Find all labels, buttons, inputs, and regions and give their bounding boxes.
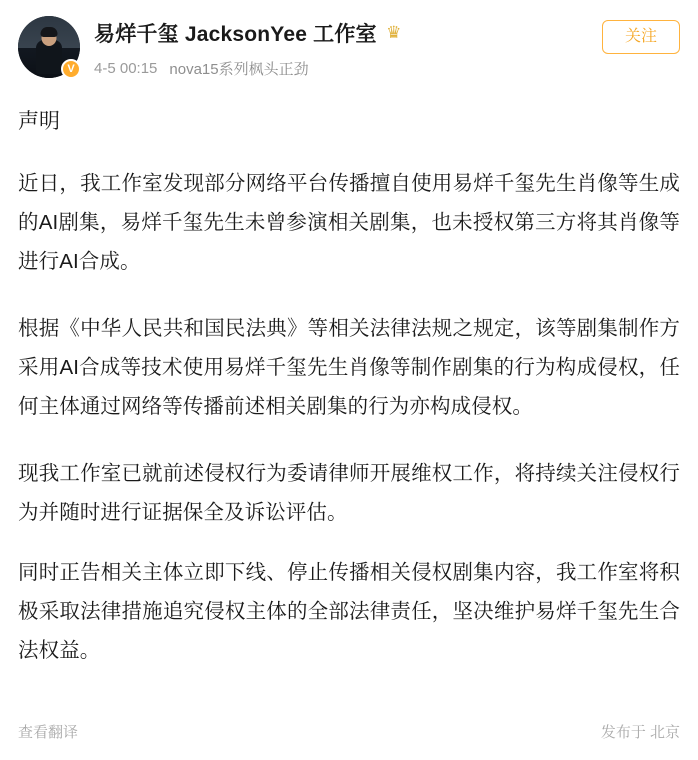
post-content: [0, 107, 698, 670]
view-translation-link[interactable]: 查看翻译: [18, 723, 79, 741]
author-info: [80, 14, 602, 79]
post-title: 声明: [18, 110, 60, 133]
post-source[interactable]: nova15系列枫头正劲: [169, 61, 309, 78]
post-paragraph-2: 根据《中华人民共和国民法典》等相关法律法规之规定，该等剧集制作方采用AI合成等技术使用易烊千玺先生肖像等制作剧集的行为构成侵权，任何主体通过网络等传播前述相关剧集的行为亦构成侵权。: [18, 317, 680, 419]
avatar[interactable]: [18, 16, 80, 78]
crown-icon: ♛: [386, 23, 402, 42]
follow-button[interactable]: 关注: [602, 20, 680, 54]
author-nickname[interactable]: 易烊千玺 JacksonYee 工作室: [94, 23, 377, 46]
post-paragraph-4: 同时正告相关主体立即下线、停止传播相关侵权剧集内容，我工作室将积极采取法律措施追究侵权主体的全部法律责任，坚决维护易烊千玺先生合法权益。: [18, 560, 680, 662]
post-footer: [0, 702, 698, 760]
post-paragraph-3: 现我工作室已就前述侵权行为委请律师开展维权工作，将持续关注侵权行为并随时进行证据保全及诉讼评估。: [18, 462, 680, 525]
verified-badge-icon: V: [61, 59, 81, 79]
post-paragraph-1: 近日，我工作室发现部分网络平台传播擅自使用易烊千玺先生肖像等生成的AI剧集，易烊千玺先生未曾参演相关剧集，也未授权第三方将其肖像等进行AI合成。: [18, 172, 680, 274]
post-time: 4-5 00:15: [94, 60, 158, 77]
author-name-row: [94, 18, 602, 48]
avatar-hair-shape: [41, 27, 58, 37]
post-location: 发布于 北京: [600, 723, 680, 741]
post-header: [0, 0, 698, 79]
post-meta-row: [94, 58, 602, 79]
